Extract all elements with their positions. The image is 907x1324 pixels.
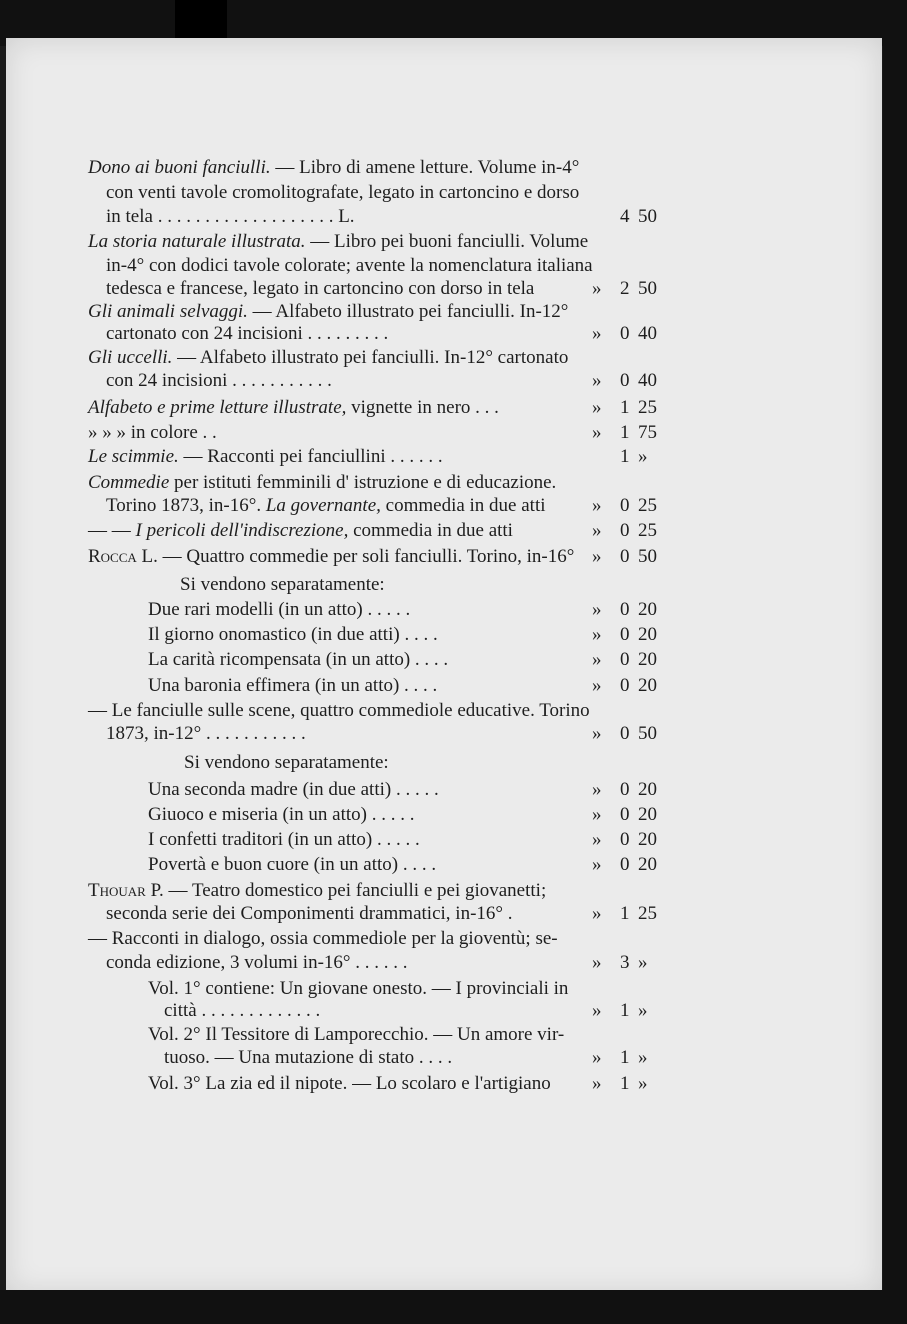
price-centesimi: 20 — [638, 599, 657, 620]
description-text: Povertà e buon cuore (in un atto) . . . . — [148, 854, 437, 875]
line-text — [164, 1046, 452, 1070]
catalog-line — [0, 421, 907, 445]
catalog-line — [0, 598, 907, 622]
line-text — [148, 623, 438, 647]
price-lire: 1 — [620, 1047, 630, 1068]
line-text — [148, 674, 437, 698]
catalog-line — [0, 1023, 907, 1047]
line-text — [106, 277, 534, 301]
line-text — [88, 927, 558, 951]
description-text: Il giorno onomastico (in due atti) . . . . — [148, 624, 438, 645]
title-text: Commedie — [88, 472, 170, 493]
description-text: Giuoco e miseria (in un atto) . . . . . — [148, 804, 415, 825]
title-text: Gli animali selvaggi. — [88, 301, 248, 322]
price-centesimi: 25 — [638, 520, 657, 541]
price-lire: 4 — [620, 206, 630, 227]
description-text: con venti tavole cromolitografate, legato in cartoncino e dorso — [106, 182, 580, 203]
catalog-line — [0, 346, 907, 370]
line-text — [106, 322, 388, 346]
line-text — [148, 1072, 551, 1096]
price-lire: 0 — [620, 495, 630, 516]
description-text: seconda serie dei Componimenti drammatici, in-16° . — [106, 903, 513, 924]
catalog-line — [0, 181, 907, 205]
price-centesimi: 25 — [638, 903, 657, 924]
catalog-line — [0, 1072, 907, 1096]
line-text — [106, 902, 513, 926]
catalog-line — [0, 722, 907, 746]
catalog-line — [0, 322, 907, 346]
description-text: — Libro di amene letture. Volume in-4° — [270, 157, 580, 178]
catalog-line — [0, 999, 907, 1023]
description-text: — Alfabeto illustrato pei fanciulli. In-12° — [247, 301, 569, 322]
ditto-mark: » — [592, 370, 602, 391]
title-text: Gli uccelli. — [88, 347, 173, 368]
line-text — [88, 699, 590, 723]
title-text: La governante, — [265, 495, 381, 516]
ditto-mark: » — [592, 495, 602, 516]
catalog-line — [0, 902, 907, 926]
price-lire: 1 — [620, 446, 630, 467]
title-text: I pericoli dell'indiscrezione, — [135, 520, 349, 541]
price-centesimi: » — [638, 1047, 648, 1068]
description-text: Una seconda madre (in due atti) . . . . . — [148, 779, 439, 800]
line-text — [148, 1023, 564, 1047]
description-text: in-4° con dodici tavole colorate; avente la nomenclatura italiana — [106, 255, 593, 276]
catalog-line — [0, 778, 907, 802]
catalog-line — [0, 445, 907, 469]
catalog-line — [0, 573, 907, 597]
ditto-mark: » — [592, 723, 602, 744]
price-lire: 1 — [620, 397, 630, 418]
description-text: — Racconti pei fanciullini . . . . . . — [178, 446, 443, 467]
catalog-line — [0, 205, 907, 229]
catalog-line — [0, 648, 907, 672]
title-text: Alfabeto e prime letture illustrate, — [88, 397, 347, 418]
line-text — [148, 853, 436, 877]
price-centesimi: 50 — [638, 546, 657, 567]
price-centesimi: 20 — [638, 804, 657, 825]
ditto-mark: » — [592, 323, 602, 344]
catalog-line — [0, 879, 907, 903]
catalog-line — [0, 699, 907, 723]
line-text — [148, 977, 568, 1001]
description-text: — Teatro domestico pei fanciulli e pei giovanetti; — [163, 880, 547, 901]
line-text — [88, 545, 574, 569]
price-lire: 0 — [620, 675, 630, 696]
price-lire: 0 — [620, 779, 630, 800]
catalog-line — [0, 853, 907, 877]
line-text — [106, 722, 306, 746]
price-lire: 0 — [620, 323, 630, 344]
price-centesimi: » — [638, 446, 648, 467]
description-text: vignette in nero . . . — [346, 397, 499, 418]
ditto-mark: » — [592, 397, 602, 418]
price-centesimi: 50 — [638, 206, 657, 227]
description-text: per istituti femminili d' istruzione e di educazione. — [169, 472, 557, 493]
catalog-line — [0, 977, 907, 1001]
ditto-mark: » — [592, 422, 602, 443]
ditto-mark: » — [592, 278, 602, 299]
line-text — [148, 828, 420, 852]
ditto-mark: » — [592, 675, 602, 696]
line-text — [106, 181, 579, 205]
catalog-line — [0, 396, 907, 420]
price-lire: 0 — [620, 829, 630, 850]
line-text — [88, 445, 443, 469]
description-text: Vol. 3° La zia ed il nipote. — Lo scolaro e l'artigiano — [148, 1073, 551, 1094]
ditto-mark: » — [592, 520, 602, 541]
catalog-line — [0, 1046, 907, 1070]
description-text: La carità ricompensata (in un atto) . . . . — [148, 649, 449, 670]
title-text: La storia naturale illustrata. — [88, 231, 306, 252]
description-text: città . . . . . . . . . . . . . — [164, 1000, 321, 1021]
ditto-mark: » — [592, 649, 602, 670]
ditto-mark: » — [592, 779, 602, 800]
description-text: Si vendono separatamente: — [184, 752, 389, 773]
description-text: Due rari modelli (in un atto) . . . . . — [148, 599, 411, 620]
description-text: Vol. 2° Il Tessitore di Lamporecchio. — Un amore vir- — [148, 1024, 565, 1045]
line-text — [148, 803, 414, 827]
price-lire: 3 — [620, 952, 630, 973]
ditto-mark: » — [592, 546, 602, 567]
price-lire: 0 — [620, 854, 630, 875]
price-centesimi: 25 — [638, 397, 657, 418]
catalog-line — [0, 254, 907, 278]
price-centesimi: 20 — [638, 624, 657, 645]
ditto-mark: » — [592, 903, 602, 924]
description-text: Una baronia effimera (in un atto) . . . . — [148, 675, 438, 696]
price-lire: 0 — [620, 599, 630, 620]
catalog-line — [0, 369, 907, 393]
line-text — [88, 156, 579, 180]
price-lire: 0 — [620, 804, 630, 825]
ditto-mark: » — [592, 599, 602, 620]
line-text — [106, 951, 408, 975]
line-text — [88, 230, 588, 254]
price-centesimi: 20 — [638, 675, 657, 696]
description-text: — Libro pei buoni fanciulli. Volume — [305, 231, 589, 252]
catalog-line — [0, 803, 907, 827]
catalog-line — [0, 230, 907, 254]
price-lire: 1 — [620, 1000, 630, 1021]
description-text: Torino 1873, in-16°. — [106, 495, 266, 516]
price-centesimi: 50 — [638, 723, 657, 744]
catalog-line — [0, 623, 907, 647]
price-lire: 0 — [620, 370, 630, 391]
line-text — [88, 346, 568, 370]
ditto-mark: » — [592, 1000, 602, 1021]
price-centesimi: 20 — [638, 829, 657, 850]
line-text — [88, 519, 513, 543]
description-text: » » » in colore . . — [88, 422, 217, 443]
line-text — [106, 205, 355, 229]
title-text: Dono ai buoni fanciulli. — [88, 157, 271, 178]
catalog-line — [0, 300, 907, 324]
catalog-line — [0, 674, 907, 698]
description-text: conda edizione, 3 volumi in-16° . . . . . . — [106, 952, 408, 973]
description-text: in tela . . . . . . . . . . . . . . . . . . . L. — [106, 206, 355, 227]
catalog-line — [0, 951, 907, 975]
price-lire: 1 — [620, 422, 630, 443]
description-text: I confetti traditori (in un atto) . . . . . — [148, 829, 420, 850]
description-text: — Racconti in dialogo, ossia commediole per la gioventù; se- — [88, 928, 558, 949]
scan-bottom-edge — [0, 1290, 907, 1324]
price-centesimi: 20 — [638, 649, 657, 670]
price-centesimi: » — [638, 952, 648, 973]
line-text — [148, 598, 410, 622]
line-text — [88, 879, 546, 903]
author-name: Thouar P. — [88, 880, 164, 901]
price-lire: 0 — [620, 546, 630, 567]
description-text: con 24 incisioni . . . . . . . . . . . — [106, 370, 332, 391]
price-centesimi: 40 — [638, 370, 657, 391]
line-text — [106, 369, 332, 393]
line-text — [88, 421, 217, 445]
description-text: 1873, in-12° . . . . . . . . . . . — [106, 723, 306, 744]
ditto-mark: » — [592, 1047, 602, 1068]
description-text: — Le fanciulle sulle scene, quattro commediole educative. Torino — [88, 700, 590, 721]
catalog-line — [0, 156, 907, 180]
line-text — [88, 300, 568, 324]
line-text — [180, 573, 385, 597]
price-centesimi: » — [638, 1000, 648, 1021]
catalog-line — [0, 519, 907, 543]
catalog-line — [0, 277, 907, 301]
description-text: Si vendono separatamente: — [180, 574, 385, 595]
author-name: Rocca L. — [88, 546, 158, 567]
line-text — [88, 396, 499, 420]
price-centesimi: 40 — [638, 323, 657, 344]
description-text: commedia in due atti — [380, 495, 546, 516]
catalog-line — [0, 471, 907, 495]
catalog-line — [0, 751, 907, 775]
ditto-mark: » — [592, 1073, 602, 1094]
line-text — [148, 778, 439, 802]
line-text — [184, 751, 389, 775]
line-text — [106, 494, 546, 518]
description-text: commedia in due atti — [348, 520, 513, 541]
price-centesimi: 20 — [638, 779, 657, 800]
ditto-mark: » — [592, 854, 602, 875]
line-text — [148, 648, 448, 672]
description-text: — — — [88, 520, 136, 541]
ditto-mark: » — [592, 952, 602, 973]
catalog-line — [0, 828, 907, 852]
price-centesimi: 50 — [638, 278, 657, 299]
line-text — [106, 254, 593, 278]
description-text: tedesca e francese, legato in cartoncino con dorso in tela — [106, 278, 535, 299]
ditto-mark: » — [592, 829, 602, 850]
description-text: cartonato con 24 incisioni . . . . . . . . . — [106, 323, 389, 344]
price-centesimi: » — [638, 1073, 648, 1094]
catalog-line — [0, 494, 907, 518]
ditto-mark: » — [592, 804, 602, 825]
description-text: — Alfabeto illustrato pei fanciulli. In-12° cartonato — [172, 347, 569, 368]
price-centesimi: 25 — [638, 495, 657, 516]
line-text — [88, 471, 556, 495]
price-centesimi: 20 — [638, 854, 657, 875]
price-lire: 1 — [620, 903, 630, 924]
description-text: — Quattro commedie per soli fanciulli. Torino, in-16° — [157, 546, 575, 567]
price-lire: 2 — [620, 278, 630, 299]
line-text — [164, 999, 320, 1023]
description-text: tuoso. — Una mutazione di stato . . . . — [164, 1047, 453, 1068]
catalog-line — [0, 927, 907, 951]
title-text: Le scimmie. — [88, 446, 179, 467]
price-lire: 0 — [620, 624, 630, 645]
catalog-line — [0, 545, 907, 569]
price-lire: 1 — [620, 1073, 630, 1094]
price-lire: 0 — [620, 723, 630, 744]
description-text: Vol. 1° contiene: Un giovane onesto. — I provinciali in — [148, 978, 569, 999]
price-lire: 0 — [620, 649, 630, 670]
price-lire: 0 — [620, 520, 630, 541]
ditto-mark: » — [592, 624, 602, 645]
price-centesimi: 75 — [638, 422, 657, 443]
